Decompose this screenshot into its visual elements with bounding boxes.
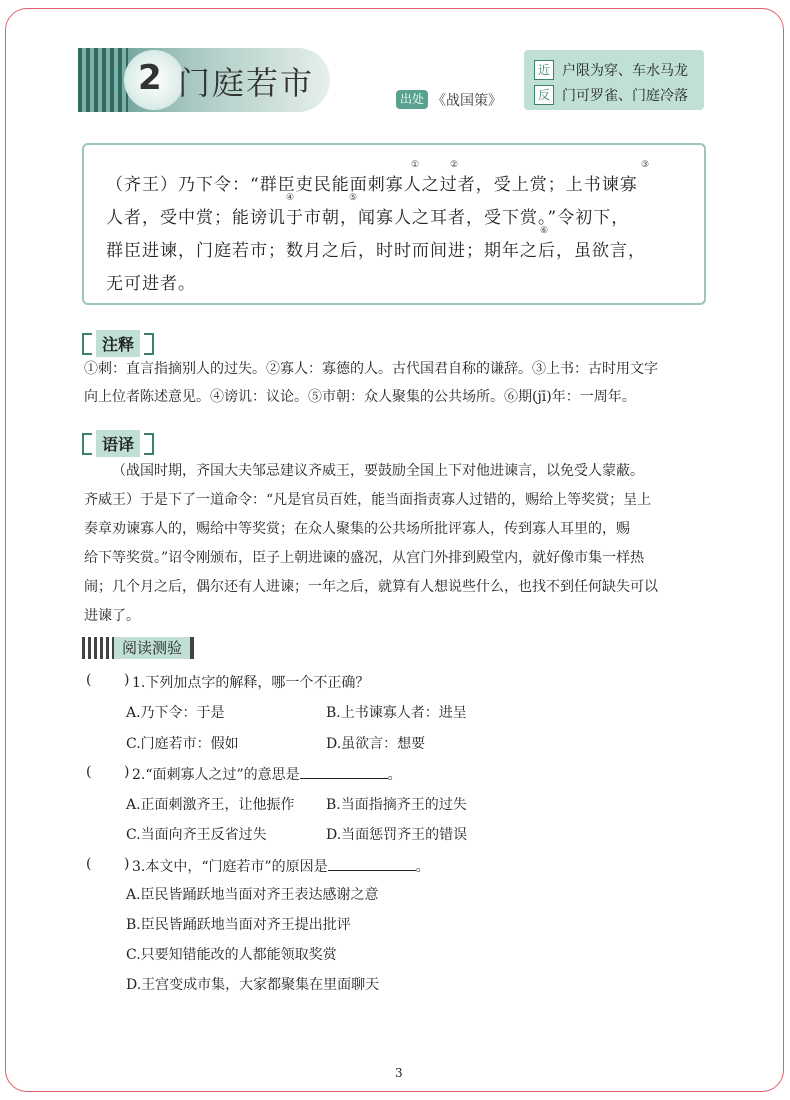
note-mark-1: ① bbox=[411, 160, 420, 170]
near-badge: 近 bbox=[534, 60, 554, 80]
translation-line-5: 闹；几个月之后，偶尔还有人进谏；一年之后，就算有人想说些什么，也找不到任何缺失可以 bbox=[84, 579, 658, 595]
q2-option-a[interactable]: A.正面刺激齐王，让他振作 bbox=[126, 797, 295, 813]
source-text: 《战国策》 bbox=[432, 93, 502, 109]
quiz-heading bbox=[82, 637, 194, 659]
notes-heading bbox=[82, 330, 154, 357]
near-synonyms: 户限为穿、车水马龙 bbox=[562, 63, 688, 79]
q1-option-a[interactable]: A.乃下令：于是 bbox=[126, 705, 225, 721]
translation-heading bbox=[82, 430, 154, 457]
q3-option-c[interactable]: C.只要知错能改的人都能领取奖赏 bbox=[126, 947, 337, 963]
note-mark-4: ④ bbox=[286, 193, 295, 203]
q2-option-d[interactable]: D.当面惩罚齐王的错误 bbox=[326, 827, 468, 843]
antonym-row bbox=[534, 85, 688, 105]
lesson-title: 门庭若市 bbox=[178, 64, 315, 102]
q3-blank[interactable] bbox=[328, 858, 416, 871]
translation-line-4: 给下等奖赏。”诏令刚颁布，臣子上朝进谏的盛况，从宫门外排到殿堂内，就好像市集一样热 bbox=[84, 550, 645, 566]
original-line-2: 人者，受中赏；能谤讥于市朝，闻寡人之耳者，受下赏。”令初下， bbox=[106, 208, 630, 228]
q3-option-b[interactable]: B.臣民皆踊跃地当面对齐王提出批评 bbox=[126, 917, 351, 933]
q1-answer-open[interactable]: ( bbox=[86, 672, 92, 688]
q3-stem-text: 3.本文中，“门庭若市”的原因是 bbox=[132, 859, 328, 875]
q2-answer-close: ) bbox=[124, 764, 130, 780]
note-mark-6: ⑥ bbox=[540, 226, 549, 236]
note-mark-5: ⑤ bbox=[349, 193, 358, 203]
q1-option-d[interactable]: D.虽欲言：想要 bbox=[326, 736, 426, 752]
translation-line-1: （战国时期，齐国大夫邹忌建议齐威王，要鼓励全国上下对他进谏言，以免受人蒙蔽。 bbox=[112, 463, 644, 479]
q2-stem-end: 。 bbox=[387, 767, 402, 783]
translation-line-6: 进谏了。 bbox=[84, 608, 140, 624]
q3-answer-open[interactable]: ( bbox=[86, 856, 92, 872]
notes-line-2: 向上位者陈述意见。④谤讥：议论。⑤市朝：众人聚集的公共场所。⑥期(jī)年：一周年。 bbox=[84, 389, 636, 405]
q1-stem: 1.下列加点字的解释，哪一个不正确？ bbox=[132, 675, 370, 691]
original-line-3: 群臣进谏，门庭若市；数月之后，时时而间进；期年之后，虽欲言， bbox=[106, 241, 646, 261]
translation-line-3: 奏章劝谏寡人的，赐给中等奖赏；在众人聚集的公共场所批评寡人，传到寡人耳里的，赐 bbox=[84, 521, 630, 537]
q2-option-b[interactable]: B.当面指摘齐王的过失 bbox=[326, 797, 467, 813]
q3-answer-close: ) bbox=[124, 856, 130, 872]
q2-option-c[interactable]: C.当面向齐王反省过失 bbox=[126, 827, 267, 843]
note-mark-2: ② bbox=[450, 160, 459, 170]
q3-option-a[interactable]: A.臣民皆踊跃地当面对齐王表达感谢之意 bbox=[126, 887, 379, 903]
notes-line-1: ①刺：直言指摘别人的过失。②寡人：寡德的人。古代国君自称的谦辞。③上书：古时用文字 bbox=[84, 361, 658, 377]
translation-line-2: 齐威王）于是下了一道命令：“凡是官员百姓，能当面指责寡人过错的，赐给上等奖赏；呈上 bbox=[84, 492, 652, 508]
banner-stripes bbox=[78, 48, 128, 112]
notes-heading-text: 注释 bbox=[96, 330, 140, 357]
quiz-heading-text: 阅读测验 bbox=[114, 637, 190, 659]
translation-heading-text: 语译 bbox=[96, 430, 140, 457]
q3-stem-end: 。 bbox=[415, 859, 430, 875]
q1-option-c[interactable]: C.门庭若市：假如 bbox=[126, 736, 239, 752]
q2-stem bbox=[132, 764, 402, 784]
original-line-1: （齐王）乃下令：“群臣吏民能面刺寡人之过者，受上赏；上书谏寡 bbox=[106, 175, 638, 195]
quiz-heading-bars bbox=[82, 637, 114, 659]
near-synonym-row bbox=[534, 60, 688, 80]
source-tag: 出处 bbox=[396, 90, 428, 109]
q2-blank[interactable] bbox=[300, 766, 388, 779]
q1-option-b[interactable]: B.上书谏寡人者：进呈 bbox=[326, 705, 467, 721]
q3-option-d[interactable]: D.王宫变成市集，大家都聚集在里面聊天 bbox=[126, 977, 380, 993]
anti-badge: 反 bbox=[534, 85, 554, 105]
q3-stem bbox=[132, 856, 430, 876]
antonyms: 门可罗雀、门庭冷落 bbox=[562, 88, 688, 104]
page-number: 3 bbox=[395, 1066, 403, 1080]
q2-answer-open[interactable]: ( bbox=[86, 764, 92, 780]
q1-answer-close: ) bbox=[124, 672, 130, 688]
original-line-4: 无可进者。 bbox=[106, 274, 196, 294]
lesson-number: 2 bbox=[138, 58, 162, 98]
q2-stem-text: 2.“面刺寡人之过”的意思是 bbox=[132, 767, 300, 783]
note-mark-3: ③ bbox=[641, 160, 650, 170]
